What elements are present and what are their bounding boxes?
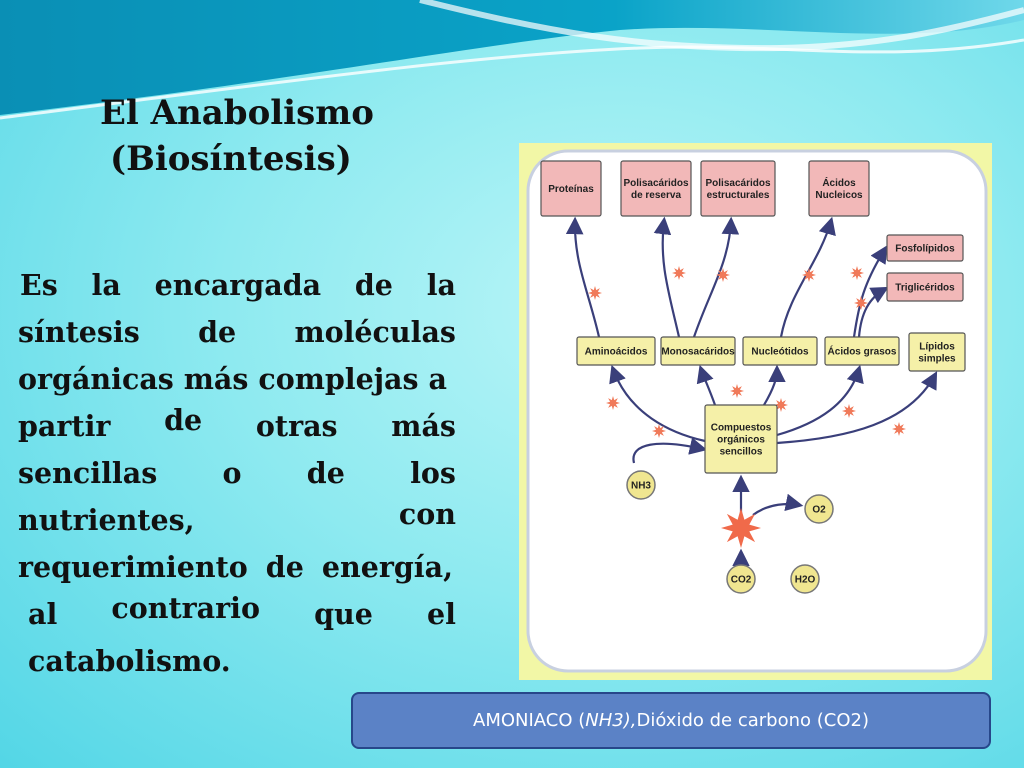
top-box — [701, 161, 775, 216]
molecule-circle — [727, 565, 755, 593]
word: el — [427, 597, 456, 631]
paragraph — [18, 262, 456, 685]
mid-box-label: simples — [918, 353, 956, 365]
mid-box-label: Monosacáridos — [661, 346, 735, 358]
word: de — [306, 456, 345, 490]
mid-box-label: Nucleótidos — [751, 346, 809, 358]
molecule-circle — [791, 565, 819, 593]
word: la — [426, 268, 456, 302]
word: otras — [255, 409, 338, 443]
word: o — [222, 456, 242, 490]
word: nutrientes, — [18, 503, 195, 537]
center-box-label: Compuestos — [710, 422, 772, 434]
top-box-label: Polisacáridos — [623, 178, 689, 189]
molecule-label: H2O — [794, 574, 816, 586]
top-box — [621, 161, 691, 216]
mid-box — [909, 333, 965, 371]
molecule-label: NH3 — [630, 480, 652, 492]
mid-box-label: Aminoácidos — [584, 346, 648, 358]
word: moléculas — [294, 315, 456, 349]
caption-suffix: Dióxido de carbono (CO2) — [636, 710, 869, 731]
word: la — [91, 268, 121, 302]
word: partir — [18, 409, 111, 443]
top-box-label: de reserva — [630, 190, 682, 201]
caption-prefix: AMONIACO ( — [473, 710, 586, 731]
word: sencillas — [18, 456, 158, 490]
lipid-box — [887, 235, 963, 261]
word: síntesis — [18, 315, 140, 349]
word: al — [28, 597, 58, 631]
word: catabolismo. — [28, 644, 231, 678]
mid-box — [825, 337, 899, 365]
paragraph-row — [18, 309, 456, 356]
diagram-svg — [519, 143, 992, 680]
word: los — [410, 456, 456, 490]
mid-box — [661, 337, 735, 365]
molecule-label: CO2 — [730, 574, 752, 586]
lipid-box-label: Triglicéridos — [895, 282, 955, 294]
word: de — [354, 268, 393, 302]
mid-box-label: Lípidos — [919, 341, 955, 353]
caption-box — [351, 692, 991, 749]
word: más — [391, 409, 456, 443]
paragraph-row — [18, 356, 456, 403]
molecule-label: O2 — [812, 504, 826, 516]
top-box — [809, 161, 869, 216]
lipid-box-label: Fosfolípidos — [895, 243, 955, 255]
enzyme-star — [721, 508, 761, 548]
word: orgánicas más complejas a — [18, 362, 447, 396]
top-box — [541, 161, 601, 216]
paragraph-row — [18, 591, 456, 638]
slide-title — [100, 90, 420, 182]
lipid-box — [887, 273, 963, 301]
top-box-label: Nucleicos — [815, 190, 863, 201]
mid-box — [577, 337, 655, 365]
word: con — [398, 497, 456, 531]
paragraph-row — [18, 450, 456, 497]
word: contrario — [111, 591, 260, 625]
title-line-1: El Anabolismo — [100, 93, 374, 133]
title-line-2: (Biosíntesis) — [110, 139, 352, 179]
paragraph-row — [18, 497, 456, 544]
top-box-label: estructurales — [706, 190, 770, 201]
molecule-circle — [627, 471, 655, 499]
center-box-label: sencillos — [719, 446, 763, 458]
center-box — [705, 405, 777, 473]
paragraph-row — [18, 262, 456, 309]
word: de — [164, 403, 203, 437]
paragraph-row — [18, 403, 456, 450]
top-box-label: Ácidos — [822, 178, 856, 189]
center-box-label: orgánicos — [717, 434, 765, 446]
paragraph-row — [18, 638, 456, 685]
paragraph-row — [18, 544, 456, 591]
word: Es — [20, 268, 58, 302]
mid-box — [743, 337, 817, 365]
caption-italic: NH3), — [585, 710, 637, 731]
molecule-circle — [805, 495, 833, 523]
anabolism-diagram — [519, 143, 992, 680]
word: que — [314, 597, 373, 631]
mid-box-label: Ácidos grasos — [827, 346, 897, 358]
word: encargada — [154, 268, 322, 302]
top-box-label: Proteínas — [548, 184, 594, 195]
word: de — [198, 315, 237, 349]
word: energía, — [321, 550, 453, 584]
word: requerimiento — [18, 550, 248, 584]
word: de — [265, 550, 304, 584]
top-box-label: Polisacáridos — [705, 178, 771, 189]
